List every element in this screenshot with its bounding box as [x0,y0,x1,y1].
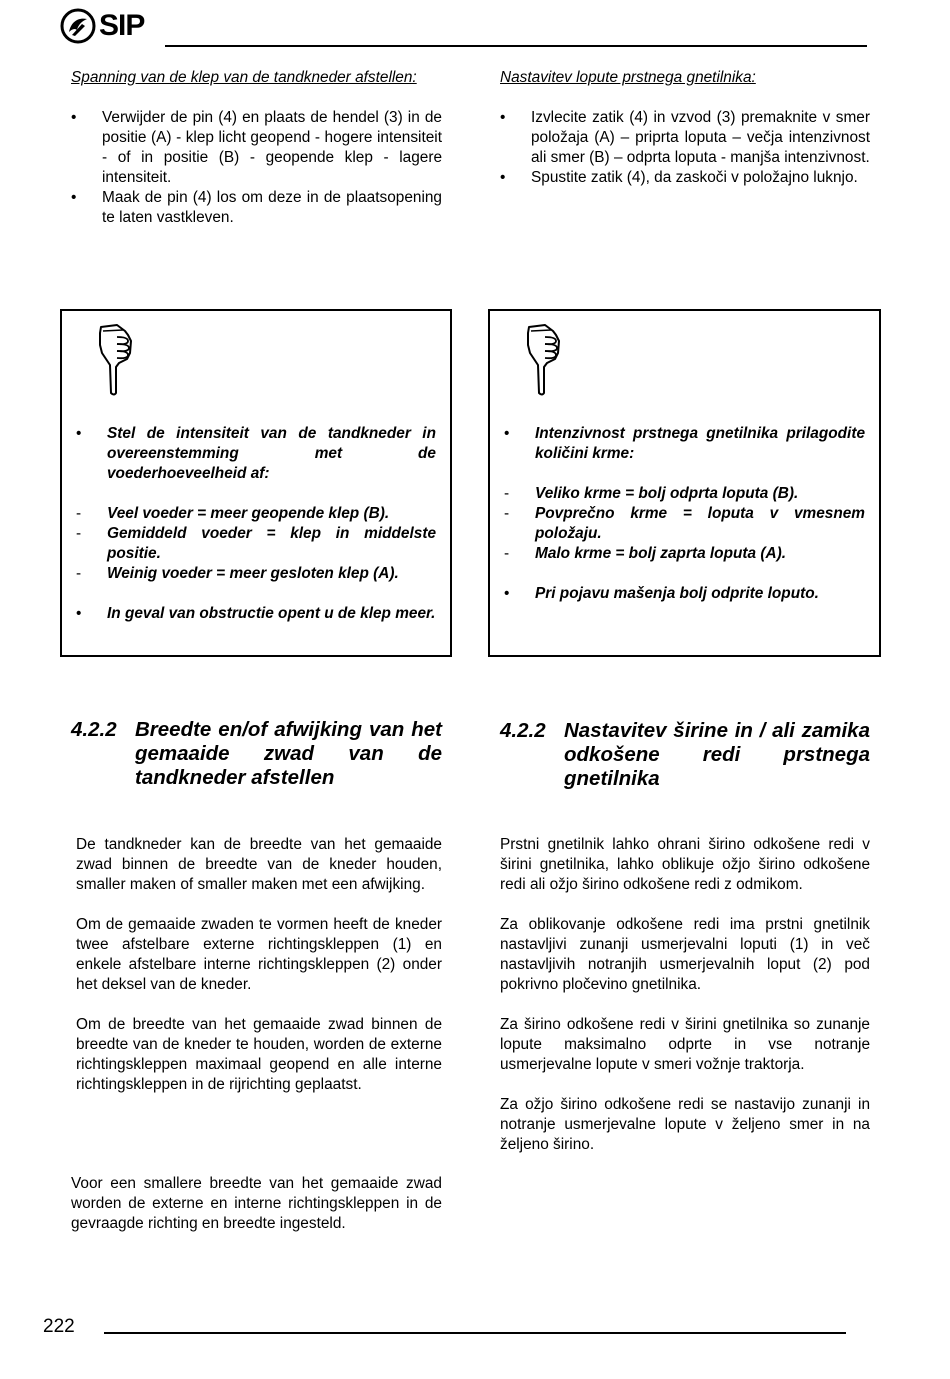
right-body [500,835,870,1155]
spacer [500,895,870,915]
footer-rule [104,1332,846,1334]
section-title: Nastavitev širine in / ali zamika odkošene redi prstnega gnetilnika [564,719,870,790]
dash-row: - Veel voeder = meer geopende klep (B). [76,505,390,522]
left-top-column [71,68,442,228]
note-dash-item: Veel voeder = meer geopende klep (B). [107,505,390,522]
sip-logo [60,6,170,46]
spacer [76,895,442,915]
right-top-bullets [500,108,870,188]
body-paragraph: Om de breedte van het gemaaide zwad binnen de breedte van de kneder te houden, worden de externe richtingskleppen maximaal geopend en alle interne richtingskleppen in de rijrichting geplaatst. [76,1016,442,1093]
body-paragraph: Za širino odkošene redi v širini gnetilnika so zunanje lopute maksimalno odprte in vse notranje usmerjevalne lopute v smeri vožnje traktorja. [500,1016,870,1073]
note-content-right [504,424,865,604]
spacer [500,995,870,1015]
spacer [500,1075,870,1095]
spacer [76,995,442,1015]
bullet-row: • Stel de intensiteit van de tandkneder in overeenstemming met de voederhoeveelheid af: [76,425,436,482]
list-item: • Izvlecite zatik (4) in vzvod (3) premaknite v smer položaja (A) – priprta loputa – večja intenzivnost ali smer (B) – odprta loputa - manjša intenzivnost. [500,108,870,168]
spacer [76,484,436,504]
dash-row: - Malo krme = bolj zaprta loputa (A). [504,545,786,562]
note-dash-item: Veliko krme = bolj odprta loputa (B). [535,485,799,502]
spacer [71,88,442,108]
dash-row: - Veliko krme = bolj odprta loputa (B). [504,485,799,502]
note-dash-item: Malo krme = bolj zaprta loputa (A). [535,545,786,562]
body-paragraph: Prstni gnetilnik lahko ohrani širino odkošene redi v širini gnetilnika, lahko oblikuje ožjo širino odkošene redi ali ožjo širino odkošene redi z odmikom. [500,836,870,893]
bullet-row: • Pri pojavu mašenja bolj odprite loputo. [504,585,819,602]
spacer [500,88,870,108]
sip-emblem-icon [60,8,96,44]
body-paragraph: Om de gemaaide zwaden te vormen heeft de kneder twee afstelbare externe richtingskleppen (1) en enkele afstelbare interne richtingskleppen (2) onder het deksel van de kneder. [76,916,442,993]
dash-row: - Povprečno krme = loputa v vmesnem položaju. [504,505,865,542]
note-dash-item: Weinig voeder = meer gesloten klep (A). [107,565,399,582]
body-paragraph: Za ožjo širino odkošene redi se nastavijo zunanji in notranje usmerjevalne lopute v željeno smer in na željeno širino. [500,1096,870,1153]
left-body [76,835,442,1095]
pointing-hand-icon [523,323,563,397]
page-number: 222 [43,1316,75,1337]
note-dash-item: Gemiddeld voeder = klep in middelste positie. [107,525,436,562]
section-number: 4.2.2 [500,719,546,742]
section-heading-row [500,719,870,791]
dash-row: - Weinig voeder = meer gesloten klep (A). [76,565,399,582]
list-item: • Verwijder de pin (4) en plaats de hendel (3) in de positie (A) - klep licht geopend - hogere intensiteit - of in positie (B) - geopende klep - lagere intensiteit. [71,108,442,188]
list-item: • Maak de pin (4) los om deze in de plaatsopening te laten vastkleven. [71,188,442,228]
bullet-row: • In geval van obstructie opent u de klep meer. [76,605,436,622]
right-top-heading: Nastavitev lopute prstnega gnetilnika: [500,69,756,86]
left-body-last [71,1174,442,1234]
dash-row: - Gemiddeld voeder = klep in middelste positie. [76,525,436,562]
note-intro: Intenzivnost prstnega gnetilnika prilagodite količini krme: [535,425,865,462]
section-title: Breedte en/of afwijking van het gemaaide zwad van de tandkneder afstellen [135,718,442,789]
list-item: • Spustite zatik (4), da zaskoči v položajno luknjo. [500,168,870,188]
section-heading-left [71,718,442,790]
body-paragraph: De tandkneder kan de breedte van het gemaaide zwad binnen de breedte van de kneder houden, smaller maken of smaller maken met een afwijking. [76,836,442,893]
note-box-right [488,309,881,657]
left-top-heading: Spanning van de klep van de tandkneder afstellen: [71,69,417,86]
bullet-row: • Intenzivnost prstnega gnetilnika prilagodite količini krme: [504,425,865,462]
pointing-hand-icon [95,323,135,397]
note-final: In geval van obstructie opent u de klep meer. [107,605,436,622]
spacer [504,564,865,584]
section-heading-row [71,718,442,790]
section-number: 4.2.2 [71,718,117,741]
header-rule [165,45,867,47]
note-box-left [60,309,452,657]
note-final: Pri pojavu mašenja bolj odprite loputo. [535,585,819,602]
logo-text: SIP [99,9,145,42]
right-top-column [500,68,870,188]
left-top-bullets [71,108,442,228]
note-intro: Stel de intensiteit van de tandkneder in overeenstemming met de voederhoeveelheid af: [107,425,436,482]
note-dash-item: Povprečno krme = loputa v vmesnem položaju. [535,505,865,542]
section-heading-right [500,719,870,791]
note-content-left [76,424,436,624]
body-paragraph: Za oblikovanje odkošene redi ima prstni gnetilnik nastavljivi zunanji usmerjevalni loputi (1) in več nastavljivih notranjih usmerjevalnih loput (2) pod pokrivno pločevino gnetilnika. [500,916,870,993]
body-paragraph: Voor een smallere breedte van het gemaaide zwad worden de externe en interne richtingskleppen in de gevraagde richting en breedte ingesteld. [71,1175,442,1232]
spacer [76,584,436,604]
spacer [504,464,865,484]
